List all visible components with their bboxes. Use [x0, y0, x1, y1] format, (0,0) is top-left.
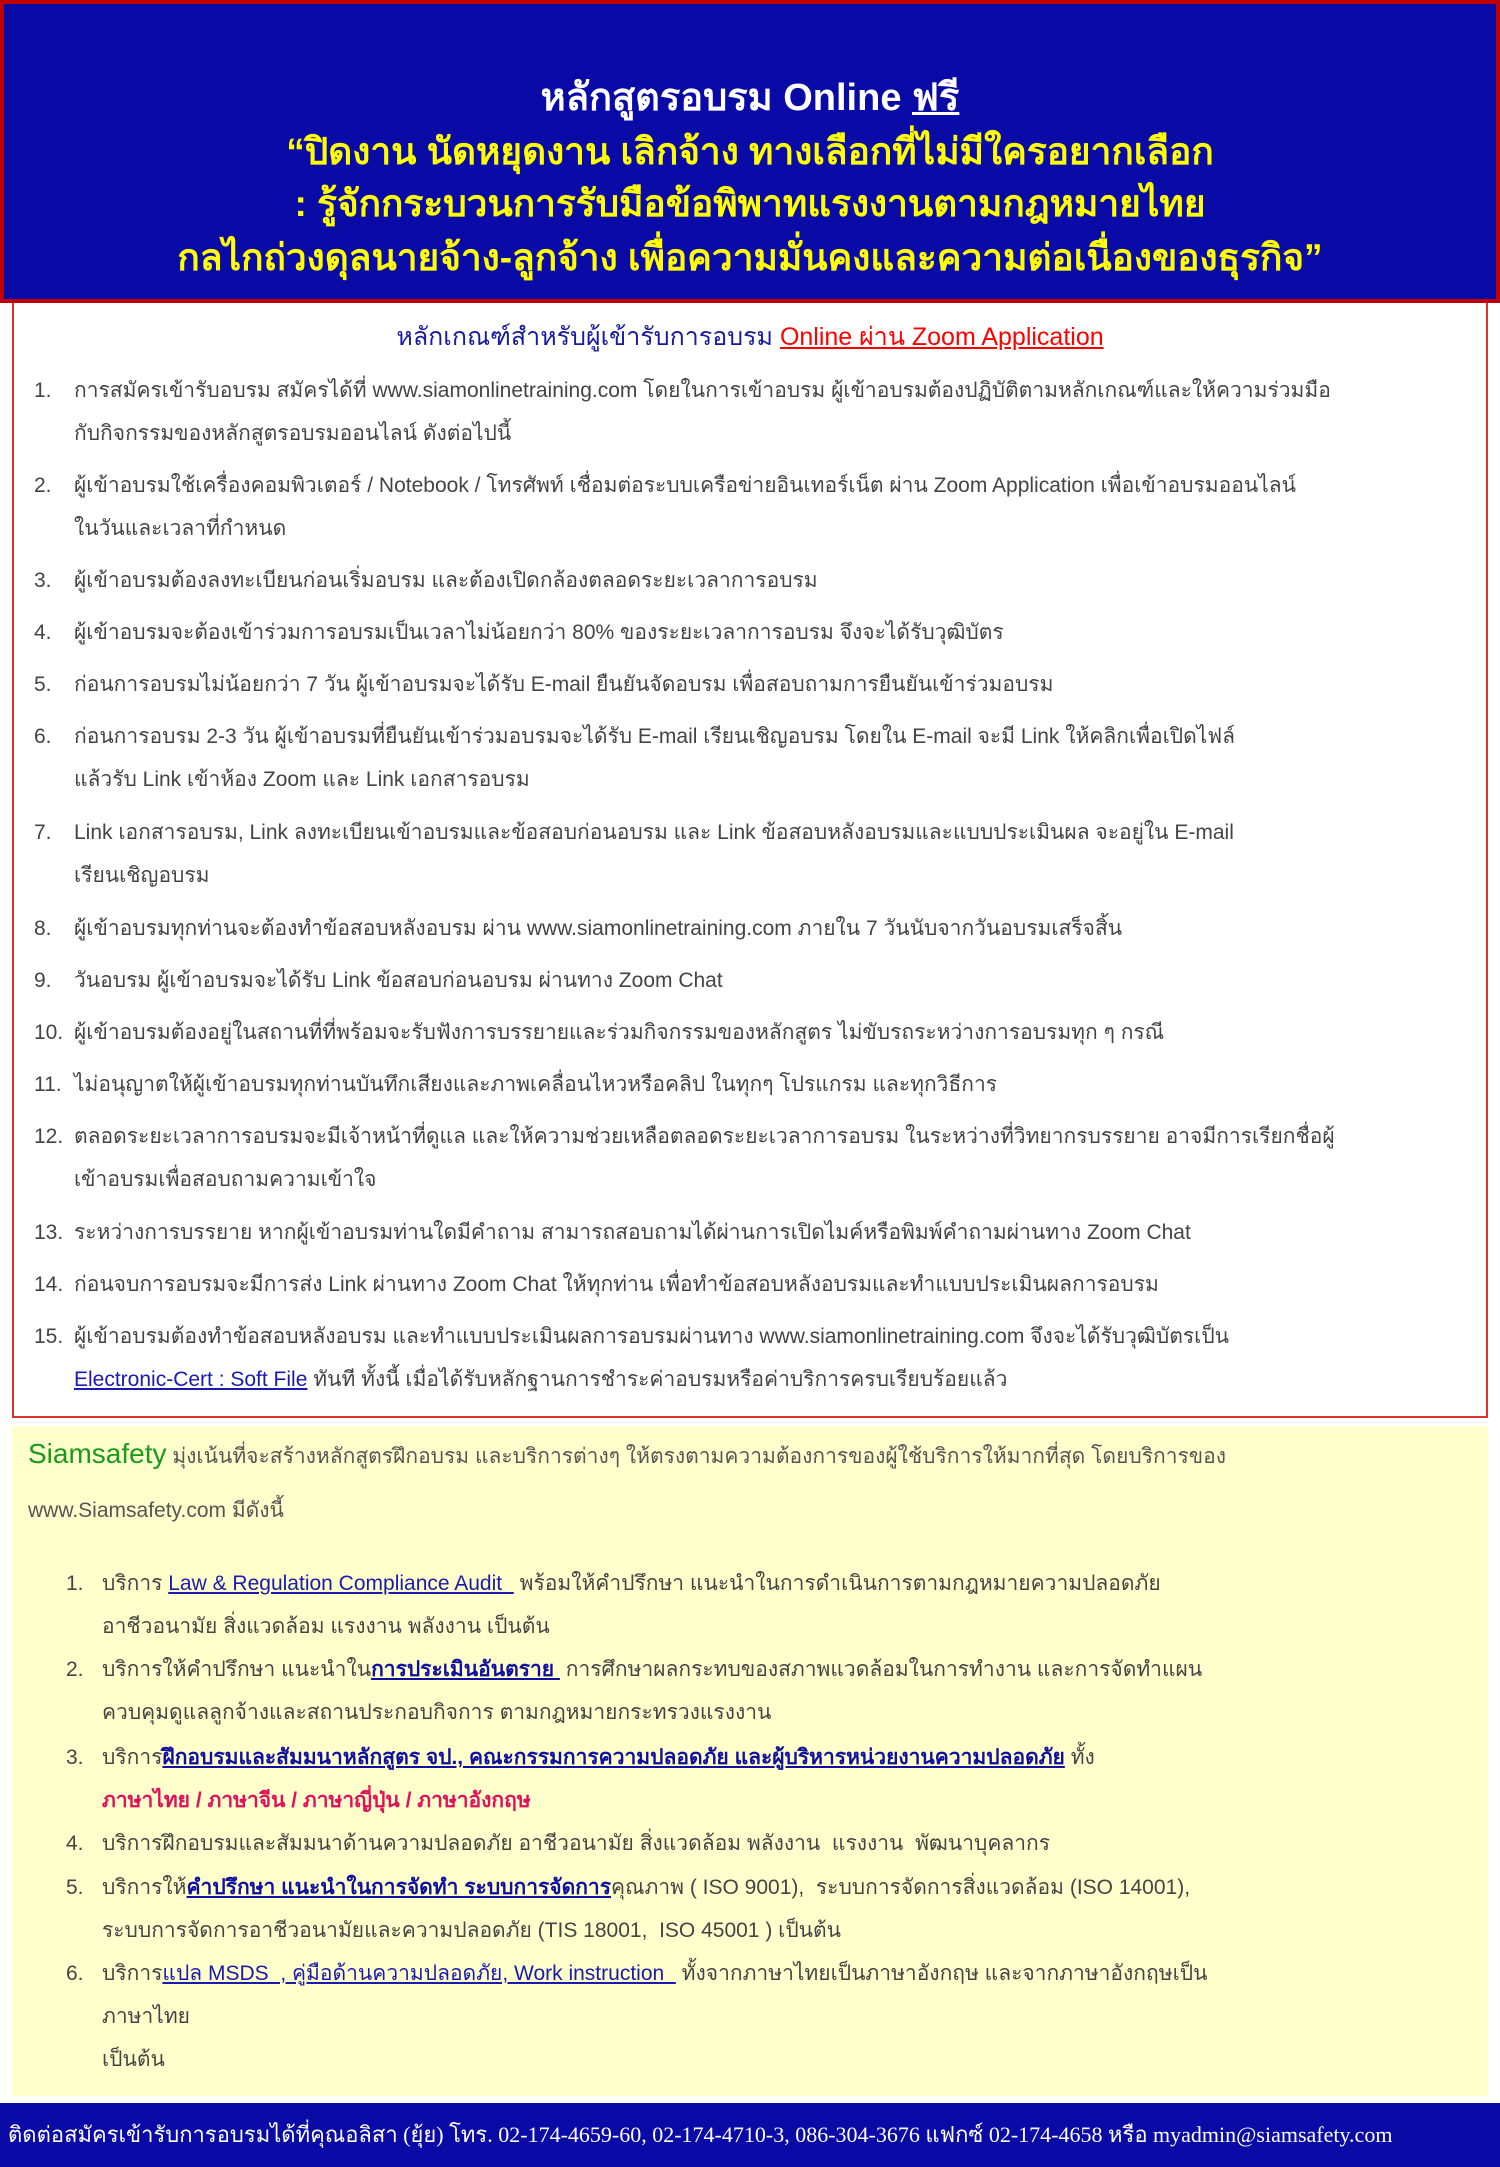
item-number: 14.	[34, 1273, 64, 1296]
item-line	[102, 1952, 1207, 1995]
item-line	[102, 1691, 771, 1734]
item-line	[74, 369, 1331, 412]
item-text: ตลอดระยะเวลาการอบรมจะมีเจ้าหน้าที่ดูแล และให้ความช่วยเหลือตลอดระยะเวลาการอบรม ในระหว่างที่วิทยากรบรรยาย อาจมีการเรียกชื่อผู้	[74, 1125, 1335, 1148]
item-number: 6.	[34, 725, 52, 748]
item-line	[74, 907, 1122, 950]
item-text: การสมัครเข้ารับอบรม สมัครได้ที่ www.siamonlinetraining.com โดยในการเข้าอบรม ผู้เข้าอบรมต้องปฏิบัติตามหลักเกณฑ์และให้ความร่วมมือ	[74, 379, 1331, 402]
subtitle-line: : รู้จักกระบวนการรับมือข้อพิพาทแรงงานตามกฎหมายไทย	[294, 183, 1206, 224]
item-text: ระหว่างการบรรยาย หากผู้เข้าอบรมท่านใดมีคำถาม สามารถสอบถามได้ผ่านการเปิดไมค์หรือพิมพ์คำถามผ่านทาง Zoom Chat	[74, 1221, 1191, 1244]
item-line	[102, 1736, 1095, 1779]
item-line	[74, 959, 723, 1002]
item-text: ไม่อนุญาตให้ผู้เข้าอบรมทุกท่านบันทึกเสียงและภาพเคลื่อนไหวหรือคลิป ในทุกๆ โปรแกรม และทุกวิธีการ	[74, 1073, 998, 1096]
item-number: 7.	[34, 821, 52, 844]
item-line	[74, 715, 1235, 758]
item-text: บริการให้	[102, 1876, 187, 1899]
service-link[interactable]: ฝึกอบรมและสัมมนาหลักสูตร จป., คณะกรรมการความปลอดภัย และผู้บริหารหน่วยงานความปลอดภัย	[162, 1746, 1065, 1769]
item-text: ก่อนการอบรม 2-3 วัน ผู้เข้าอบรมที่ยืนยันเข้าร่วมอบรมจะได้รับ E-mail เรียนเชิญอบรม โดยใน E-mail จะมี Link ให้คลิกเพื่อเปิดไฟล์	[74, 725, 1236, 748]
item-line	[74, 1263, 1159, 1306]
service-link[interactable]: คำปรึกษา แนะนำในการจัดทำ ระบบการจัดการ	[186, 1876, 611, 1899]
page-banner	[0, 0, 1500, 303]
item-line	[102, 1822, 1050, 1865]
item-line	[74, 1315, 1229, 1358]
item-text: ผู้เข้าอบรมทุกท่านจะต้องทำข้อสอบหลังอบรม ผ่าน www.siamonlinetraining.com ภายใน 7 วันนับจากวันอบรมเสร็จสิ้น	[74, 917, 1123, 940]
item-text: บริการ	[102, 1962, 163, 1985]
service-link[interactable]: Law & Regulation Compliance Audit	[168, 1572, 514, 1595]
brand-name: Siamsafety	[28, 1438, 167, 1469]
item-text: เข้าอบรมเพื่อสอบถามความเข้าใจ	[74, 1168, 377, 1191]
item-line	[102, 1995, 190, 2038]
item-number: 6.	[66, 1962, 84, 1985]
subtitle-line: “ปิดงาน นัดหยุดงาน เลิกจ้าง ทางเลือกที่ไม่มีใครอยากเลือก	[286, 131, 1214, 172]
item-text: ก่อนการอบรมไม่น้อยกว่า 7 วัน ผู้เข้าอบรมจะได้รับ E-mail ยืนยันจัดอบรม เพื่อสอบถามการยืนยันเข้าร่วมอบรม	[74, 673, 1054, 696]
item-number: 1.	[34, 379, 52, 402]
item-line	[102, 1866, 1190, 1909]
item-line	[74, 663, 1053, 706]
item-number: 2.	[34, 474, 52, 497]
item-text: ทั้งจากภาษาไทยเป็นภาษาอังกฤษ และจากภาษาอังกฤษเป็น	[675, 1962, 1208, 1985]
item-text: การศึกษาผลกระทบของสภาพแวดล้อมในการทำงาน และการจัดทำแผน	[559, 1658, 1203, 1681]
item-number: 13.	[34, 1221, 64, 1244]
item-text: บริการฝึกอบรมและสัมมนาด้านความปลอดภัย อาชีวอนามัย สิ่งแวดล้อม พลังงาน แรงงาน พัฒนาบุคลากร	[102, 1832, 1051, 1855]
item-line	[102, 1648, 1202, 1691]
item-text: วันอบรม ผู้เข้าอบรมจะได้รับ Link ข้อสอบก่อนอบรม ผ่านทาง Zoom Chat	[74, 969, 723, 992]
item-line	[74, 464, 1296, 507]
item-number: 3.	[34, 569, 52, 592]
item-line	[74, 507, 286, 550]
item-line	[74, 1115, 1335, 1158]
service-link[interactable]: Electronic-Cert : Soft File	[74, 1368, 308, 1391]
service-link[interactable]: แปล MSDS , คู่มือด้านความปลอดภัย, Work instruction	[162, 1962, 676, 1985]
item-line	[102, 1605, 550, 1648]
item-number: 4.	[66, 1832, 84, 1855]
item-line	[74, 1158, 377, 1201]
item-text: ผู้เข้าอบรมต้องลงทะเบียนก่อนเริ่มอบรม และต้องเปิดกล้องตลอดระยะเวลาการอบรม	[74, 569, 818, 592]
services-intro	[28, 1438, 1226, 1473]
free-label: ฟรี	[912, 77, 960, 119]
item-number: 1.	[66, 1572, 84, 1595]
item-line	[74, 412, 511, 455]
item-text: กับกิจกรรมของหลักสูตรอบรมออนไลน์ ดังต่อไปนี้	[74, 422, 512, 445]
subtitle-line: กลไกถ่วงดุลนายจ้าง-ลูกจ้าง เพื่อความมั่นคงและความต่อเนื่องของธุรกิจ”	[177, 237, 1323, 278]
item-line	[102, 1562, 1161, 1605]
item-text: บริการให้คำปรึกษา แนะนำใน	[102, 1658, 372, 1681]
item-number: 3.	[66, 1746, 84, 1769]
item-line	[74, 1063, 997, 1106]
item-line	[102, 2038, 165, 2081]
course-title	[4, 66, 1496, 127]
item-line	[74, 811, 1234, 854]
item-line	[74, 1358, 1007, 1401]
item-number: 8.	[34, 917, 52, 940]
item-text: ภาษาไทย / ภาษาจีน / ภาษาญี่ปุ่น / ภาษาอังกฤษ	[102, 1789, 531, 1812]
rules-heading-text: หลักเกณฑ์สำหรับผู้เข้ารับการอบรม	[396, 323, 780, 351]
title-text: หลักสูตรอบรม Online	[540, 77, 913, 119]
services-intro-line2: www.Siamsafety.com มีดังนี้	[28, 1499, 284, 1522]
item-text: Link เอกสารอบรม, Link ลงทะเบียนเข้าอบรมและข้อสอบก่อนอบรม และ Link ข้อสอบหลังอบรมและแบบประเมินผล จะอยู่ใน E-mail	[74, 821, 1234, 844]
item-text: แล้วรับ Link เข้าห้อง Zoom และ Link เอกสารอบรม	[74, 768, 530, 791]
item-number: 4.	[34, 621, 52, 644]
item-text: บริการ	[102, 1746, 163, 1769]
item-text: ผู้เข้าอบรมใช้เครื่องคอมพิวเตอร์ / Notebook / โทรศัพท์ เชื่อมต่อระบบเครือข่ายอินเทอร์เน็ต ผ่าน Zoom Application เพื่อเข้าอบรมออนไลน์	[74, 474, 1296, 497]
training-rules-box	[12, 303, 1488, 1418]
item-text: ทันที ทั้งนี้ เมื่อได้รับหลักฐานการชำระค่าอบรมหรือค่าบริการครบเรียบร้อยแล้ว	[307, 1368, 1008, 1391]
item-text: เรียนเชิญอบรม	[74, 864, 210, 887]
item-number: 2.	[66, 1658, 84, 1681]
item-line	[102, 1909, 841, 1952]
item-text: ในวันและเวลาที่กำหนด	[74, 517, 287, 540]
item-number: 5.	[34, 673, 52, 696]
services-section	[12, 1426, 1488, 2096]
item-text: ผู้เข้าอบรมต้องทำข้อสอบหลังอบรม และทำแบบประเมินผลการอบรมผ่านทาง www.siamonlinetraining.com จึงจะได้รับวุฒิบัตรเป็น	[74, 1325, 1229, 1348]
item-line	[74, 559, 818, 602]
item-text: ควบคุมดูแลลูกจ้างและสถานประกอบกิจการ ตามกฎหมายกระทรวงแรงงาน	[102, 1701, 772, 1724]
item-text: ก่อนจบการอบรมจะมีการส่ง Link ผ่านทาง Zoom Chat ให้ทุกท่าน เพื่อทำข้อสอบหลังอบรมและทำแบบประเมินผลการอบรม	[74, 1273, 1159, 1296]
item-text: บริการ	[102, 1572, 169, 1595]
service-link[interactable]: การประเมินอันตราย	[371, 1658, 560, 1681]
item-number: 10.	[34, 1021, 64, 1044]
item-line	[74, 758, 530, 801]
item-line	[74, 1211, 1191, 1254]
item-line	[74, 854, 210, 897]
zoom-application-link[interactable]: Online ผ่าน Zoom Application	[779, 323, 1104, 351]
item-text: ระบบการจัดการอาชีวอนามัยและความปลอดภัย (TIS 18001, ISO 45001 ) เป็นต้น	[102, 1919, 841, 1942]
intro-text: มุ่งเน้นที่จะสร้างหลักสูตรฝึกอบรม และบริการต่างๆ ให้ตรงตามความต้องการของผู้ใช้บริการให้มากที่สุด โดยบริการของ	[166, 1445, 1226, 1468]
item-text: ผู้เข้าอบรมต้องอยู่ในสถานที่ที่พร้อมจะรับฟังการบรรยายและร่วมกิจกรรมของหลักสูตร ไม่ขับรถระหว่างการอบรมทุก ๆ กรณี	[74, 1021, 1165, 1044]
item-text: อาชีวอนามัย สิ่งแวดล้อม แรงงาน พลังงาน เป็นต้น	[102, 1615, 550, 1638]
item-text: ภาษาไทย	[102, 2005, 190, 2028]
contact-footer: ติดต่อสมัครเข้ารับการอบรมได้ที่คุณอลิสา (ยุ้ย) โทร. 02-174-4659-60, 02-174-4710-3, 086-304-3676 แฟกซ์ 02-174-4658 หรือ myadmin@siamsafety.com	[0, 2103, 1500, 2167]
item-line	[102, 1779, 531, 1822]
item-number: 12.	[34, 1125, 64, 1148]
item-text: คุณภาพ ( ISO 9001), ระบบการจัดการสิ่งแวดล้อม (ISO 14001),	[611, 1876, 1191, 1899]
item-number: 9.	[34, 969, 52, 992]
item-number: 5.	[66, 1876, 84, 1899]
item-text: พร้อมให้คำปรึกษา แนะนำในการดำเนินการตามกฎหมายความปลอดภัย	[513, 1572, 1161, 1595]
item-text: ผู้เข้าอบรมจะต้องเข้าร่วมการอบรมเป็นเวลาไม่น้อยกว่า 80% ของระยะเวลาการอบรม จึงจะได้รับวุฒิบัตร	[74, 621, 1004, 644]
item-text: ทั้ง	[1064, 1746, 1095, 1769]
rules-heading	[14, 317, 1486, 357]
item-number: 11.	[34, 1073, 62, 1096]
item-line	[74, 611, 1004, 654]
item-line	[74, 1011, 1164, 1054]
item-number: 15.	[34, 1325, 64, 1348]
item-text: เป็นต้น	[102, 2048, 165, 2071]
